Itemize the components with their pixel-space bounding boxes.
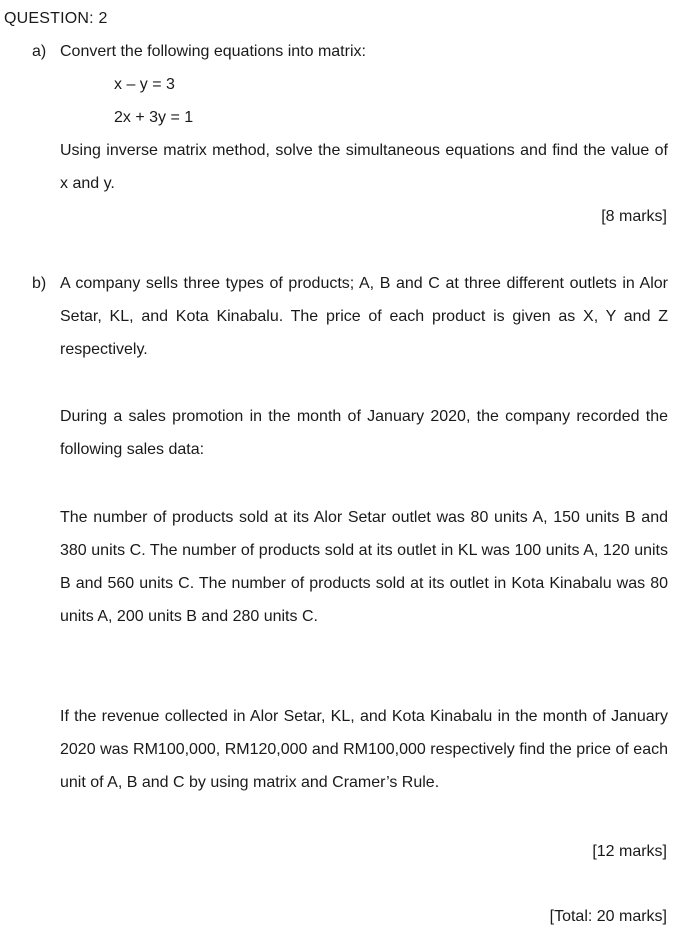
part-a-marks: [8 marks] bbox=[601, 208, 667, 225]
part-b-promo: During a sales promotion in the month of January 2020, the company recorded the following sales data: bbox=[60, 408, 668, 458]
equation-2: 2x + 3y = 1 bbox=[114, 109, 194, 126]
total-marks: [Total: 20 marks] bbox=[549, 908, 667, 925]
equation-1: x – y = 3 bbox=[114, 76, 175, 93]
part-a-label: a) bbox=[32, 43, 47, 60]
part-b-sales-data: The number of products sold at its Alor Setar outlet was 80 units A, 150 units B and 380 units C. The number of products sold at its outlet in KL was 100 units A, 120 units B and 560 units C. The number of products sold at its outlet in Kota Kinabalu was 80 units A, 200 units B and 280 units C. bbox=[60, 509, 668, 625]
part-a-prompt: Convert the following equations into matrix: bbox=[60, 43, 366, 60]
part-b-marks: [12 marks] bbox=[592, 843, 667, 860]
question-title: QUESTION: 2 bbox=[4, 10, 108, 27]
part-b-revenue: If the revenue collected in Alor Setar, KL, and Kota Kinabalu in the month of January 2020 was RM100,000, RM120,000 and RM100,000 respectively find the price of each unit of A, B and C by using matrix and Cramer’s Rule. bbox=[60, 708, 668, 791]
part-b-intro: A company sells three types of products; A, B and C at three different outlets in Alor Setar, KL, and Kota Kinabalu. The price of each product is given as X, Y and Z respectively. bbox=[60, 275, 668, 358]
part-b-label: b) bbox=[32, 275, 47, 292]
part-a-instruction: Using inverse matrix method, solve the simultaneous equations and find the value of x and y. bbox=[60, 142, 668, 192]
